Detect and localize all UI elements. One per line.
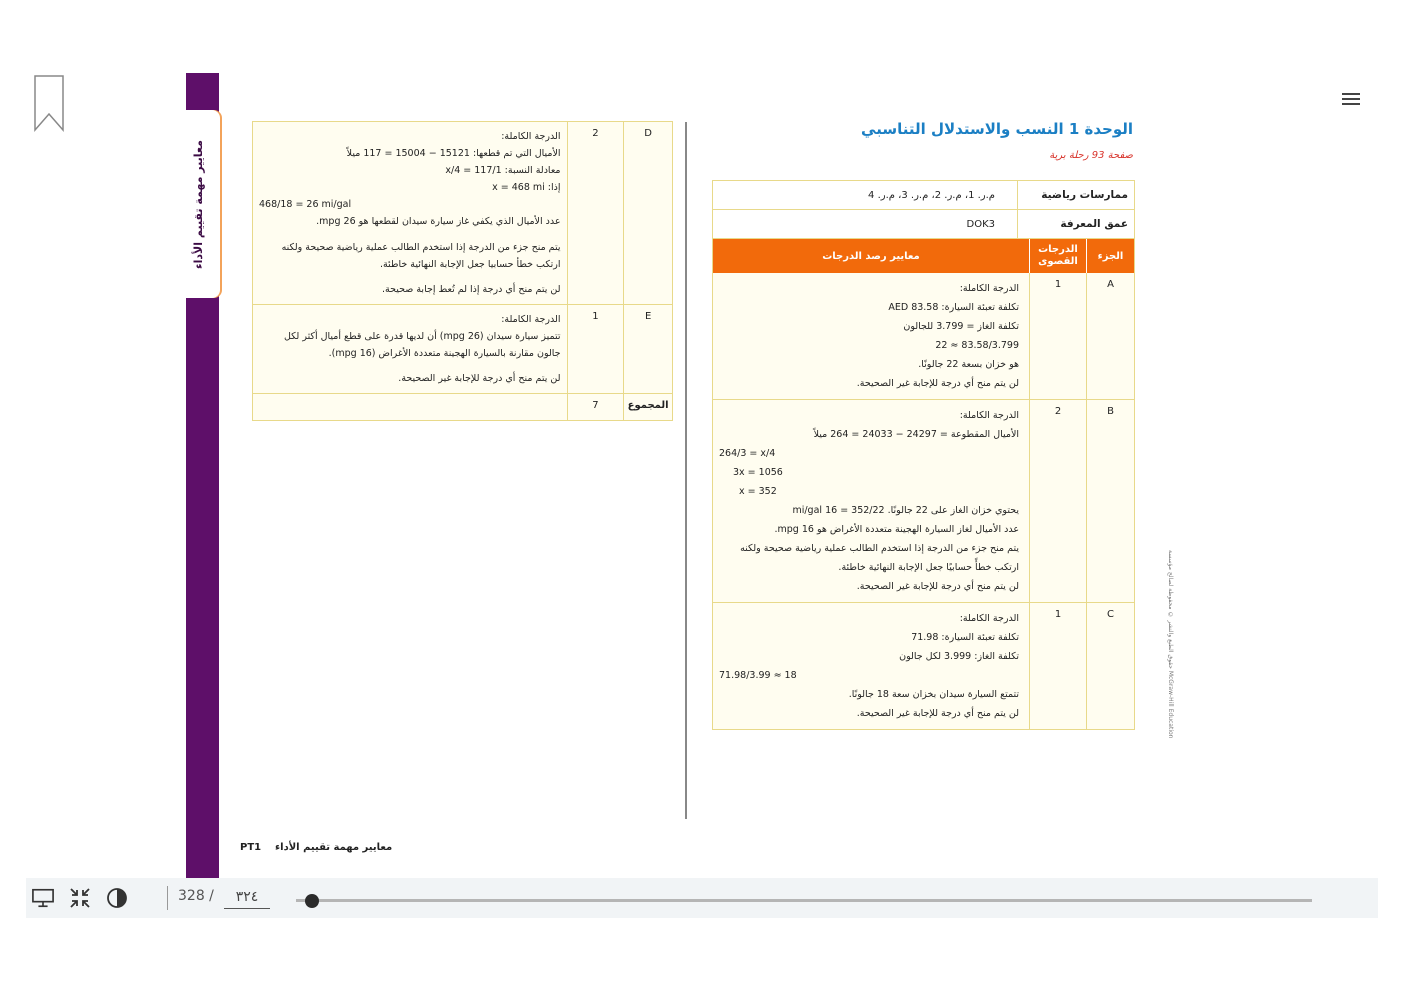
criteria-cell — [253, 394, 568, 420]
points-cell: 2 — [1029, 400, 1086, 602]
table-row — [253, 122, 672, 305]
criteria-cell — [713, 603, 1029, 729]
criteria-cell — [713, 400, 1029, 602]
criteria-line: 3x = 1056 — [733, 467, 783, 478]
criteria-line: الدرجة الكاملة: — [501, 131, 561, 142]
page-number-input[interactable] — [224, 886, 270, 909]
page-slider-track[interactable] — [296, 899, 1312, 902]
criteria-line: 468/18 = 26 mi/gal — [259, 199, 352, 211]
header-part: الجزء — [1086, 239, 1134, 273]
points-cell: 2 — [568, 122, 625, 304]
part-cell: C — [1086, 603, 1134, 729]
criteria-line: يتم منح جزء من الدرجة إذا استخدم الطالب عملية رياضية صحيحة ولكنه ارتكب خطأ حسابيا جعل الإجابة النهائية خاطئة. — [281, 241, 561, 270]
criteria-line: تكلفة تعبئة السيارة: 71.98 — [911, 632, 1019, 643]
section-tab-label: معايير مهمة تقييم الأداء — [192, 140, 205, 270]
criteria-line: يحتوي خزان الغاز على 22 جالونًا. 352/22 = 16 mi/gal — [792, 505, 1019, 516]
criteria-line: عدد الأميال لغاز السيارة الهجينة متعددة الأغراض هو 16 mpg. — [774, 524, 1019, 535]
criteria-cell — [253, 305, 568, 393]
criteria-line: x = 352 — [739, 486, 777, 497]
criteria-line: الأميال التي تم قطعها: 15121 − 15004 = 117 ميلاً — [346, 148, 561, 160]
criteria-line: 71.98/3.99 ≈ 18 — [719, 670, 797, 681]
total-row — [253, 394, 672, 420]
criteria-line: الدرجة الكاملة: — [959, 283, 1019, 294]
criteria-line: 83.58/3.799 ≈ 22 — [935, 340, 1019, 351]
part-cell: A — [1086, 273, 1134, 399]
page-total: 328 / — [178, 888, 214, 904]
criteria-line: لن يتم منح أي درجة إذا لم تُعط إجابة صحيحة. — [382, 283, 561, 295]
viewer-toolbar — [26, 878, 1378, 918]
criteria-line: الدرجة الكاملة: — [959, 613, 1019, 624]
criteria-line: تكلفة تعبئة السيارة: AED 83.58 — [888, 302, 1019, 313]
footer-code: PT1 — [240, 842, 262, 853]
criteria-line: 264/3 = x/4 — [719, 448, 776, 459]
criteria-line: الدرجة الكاملة: — [959, 410, 1019, 421]
meta-row — [713, 181, 1134, 210]
presentation-icon[interactable] — [32, 887, 54, 909]
criteria-line: هو خزان بسعة 22 جالونًا. — [918, 359, 1019, 370]
toolbar-separator — [167, 886, 168, 910]
meta-key: ممارسات رياضية — [1017, 181, 1134, 209]
criteria-line: تتمتع السيارة سيدان بخزان سعة 18 جالونًا. — [848, 689, 1019, 700]
total-label: المجموع — [627, 400, 669, 412]
rubric-table-right — [712, 180, 1135, 730]
part-cell: D — [644, 128, 652, 139]
criteria-line: الأميال المقطوعة = 24297 − 24033 = 264 ميلاً — [813, 429, 1019, 440]
total-value: 7 — [568, 394, 625, 420]
part-cell: B — [1086, 400, 1134, 602]
points-cell: 1 — [1029, 603, 1086, 729]
criteria-line: معادلة النسبة: 117/1 = x/4 — [445, 165, 561, 177]
criteria-line: تكلفة الغاز = 3.799 للجالون — [903, 321, 1019, 332]
rubric-table-left — [252, 121, 673, 421]
header-criteria: معايير رصد الدرجات — [822, 250, 920, 262]
unit-title: الوحدة 1 النسب والاستدلال التناسبي — [861, 120, 1133, 138]
contrast-icon[interactable] — [106, 887, 128, 909]
criteria-line: تتميز سيارة سيدان (26 mpg) أن لديها قدرة على قطع أميال أكثر لكل جالون مقارنة بالسيارة الهجينة متعددة الأغراض (16 mpg). — [283, 330, 561, 360]
criteria-line: يتم منح جزء من الدرجة إذا استخدم الطالب عملية رياضية صحيحة ولكنه ارتكب خطأً حسابيًا جعل الإجابة النهائية خاطئة. — [740, 543, 1019, 573]
points-cell: 1 — [568, 305, 625, 393]
criteria-line: لن يتم منح أي درجة للإجابة غير الصحيحة. — [856, 708, 1019, 719]
meta-value: DOK3 — [966, 218, 995, 230]
footer-label: معايير مهمة تقييم الأداء — [275, 842, 393, 853]
criteria-line: تكلفة الغاز: 3.999 لكل جالون — [899, 651, 1019, 662]
lesson-subtitle: صفحة 93 رحلة برية — [1049, 150, 1133, 161]
bookmark-icon[interactable] — [33, 74, 65, 132]
criteria-cell — [713, 273, 1029, 399]
hamburger-menu-icon[interactable] — [1342, 93, 1360, 107]
criteria-line: إذا: x = 468 mi — [492, 182, 561, 194]
page-divider — [685, 122, 687, 819]
table-row — [713, 603, 1134, 729]
page-footer — [240, 842, 392, 853]
criteria-cell — [253, 122, 568, 304]
table-row — [713, 400, 1134, 603]
meta-key: عمق المعرفة — [1017, 210, 1134, 238]
criteria-line: لن يتم منح أي درجة للإجابة غير الصحيحة. — [856, 378, 1019, 389]
points-cell: 1 — [1029, 273, 1086, 399]
criteria-line: لن يتم منح أي درجة للإجابة غير الصحيحة. — [856, 581, 1019, 592]
collapse-icon[interactable] — [69, 887, 91, 909]
table-header — [713, 239, 1134, 273]
meta-row — [713, 210, 1134, 239]
table-row — [713, 273, 1134, 400]
criteria-line: عدد الأميال الذي يكفي غاز سيارة سيدان لقطعها هو 26 mpg. — [316, 216, 561, 228]
criteria-line: لن يتم منح أي درجة للإجابة غير الصحيحة. — [398, 373, 561, 385]
part-cell: E — [644, 310, 652, 322]
table-row — [253, 305, 672, 394]
meta-value: م.ر. 1، م.ر. 2، م.ر. 3، م.ر. 4 — [868, 189, 995, 201]
header-max-points: الدرجات القصوى — [1029, 239, 1086, 273]
page-slider-thumb[interactable] — [305, 894, 319, 908]
criteria-line: الدرجة الكاملة: — [501, 313, 561, 325]
copyright-credit: حقوق الطبع والنشر © محفوظة لصالح مؤسسة McGraw-Hill Education — [1167, 550, 1174, 739]
